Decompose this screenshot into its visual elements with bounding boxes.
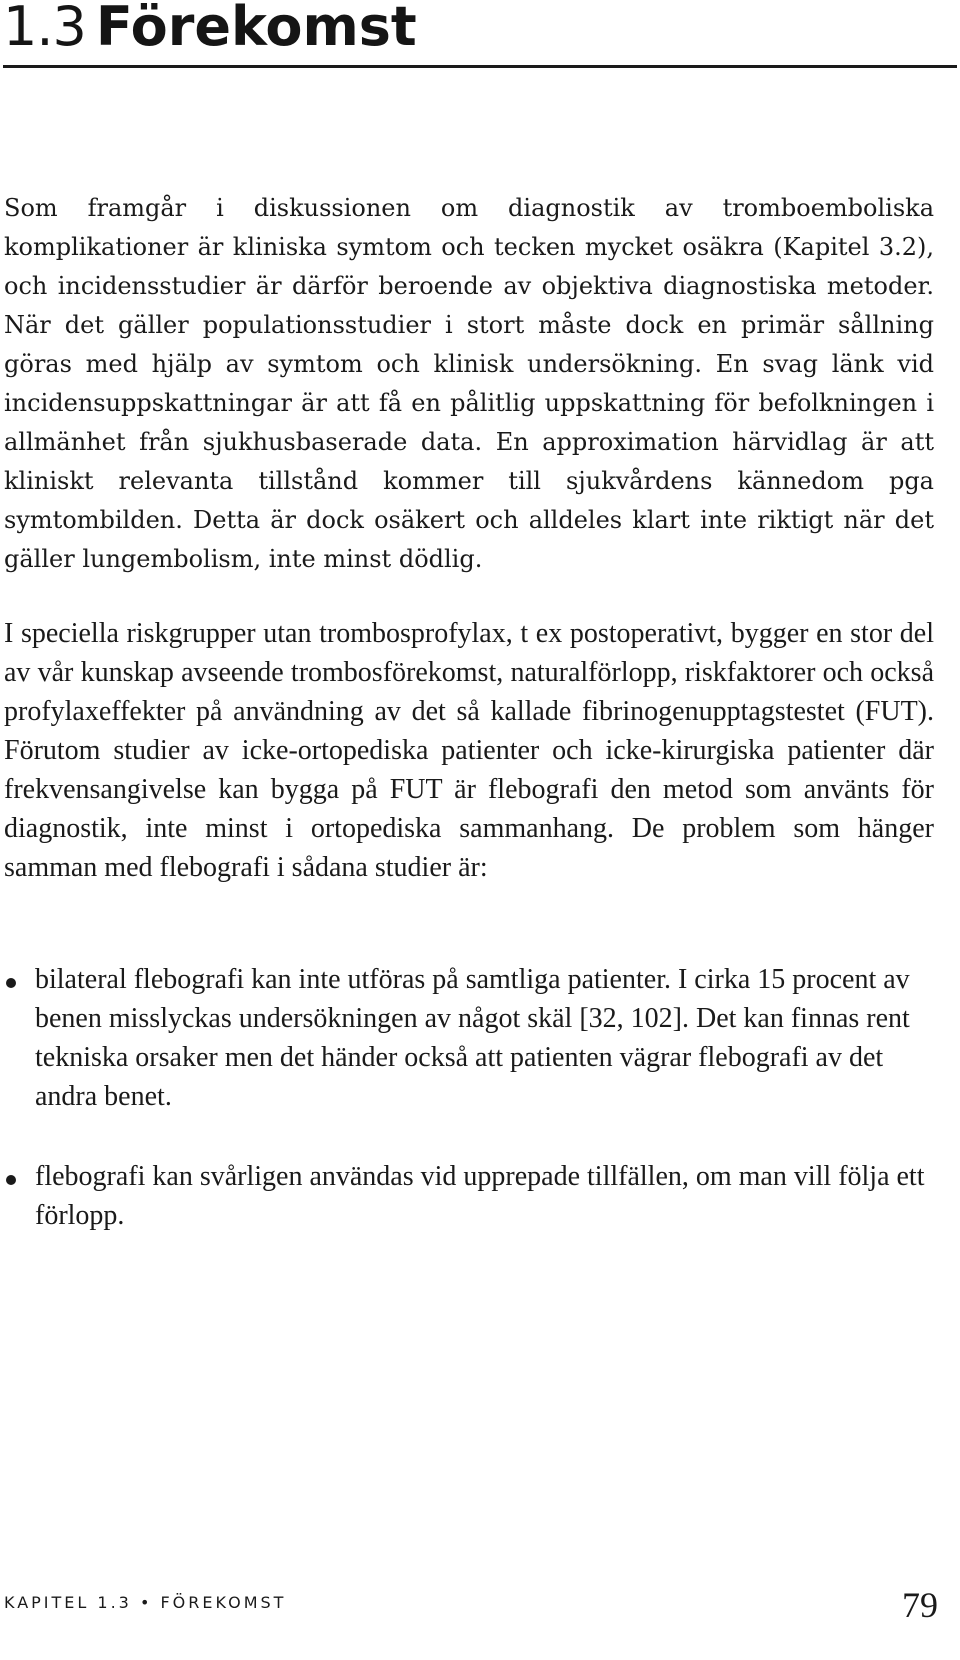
section-heading xyxy=(3,0,417,62)
bullet-text-2: flebografi kan svårligen användas vid upprepade tillfällen, om man vill följa ett förlopp. xyxy=(35,1161,925,1231)
bullet-dot-icon xyxy=(6,978,16,988)
paragraph-1: Som framgår i diskussionen om diagnostik av tromboemboliska komplikationer är kliniska symtom och tecken mycket osäkra (Kapitel 3.2), och incidensstudier är därför beroende av objektiva diagnostiska metoder. När det gäller populationsstudier i stort måste dock en primär sållning göras med hjälp av symtom och klinisk undersökning. En svag länk vid incidensuppskattningar är att få en pålitlig uppskattning för befolkningen i allmänhet från sjukhusbaserade data. En approximation härvidlag är att kliniskt relevanta tillstånd kommer till sjukvårdens kännedom pga symtombilden. Detta är dock osäkert och alldeles klart inte riktigt när det gäller lungembolism, inte minst dödlig. xyxy=(4,194,934,573)
bullet-item-1 xyxy=(4,960,934,1116)
section-title: Förekomst xyxy=(95,0,417,58)
page-number: 79 xyxy=(902,1585,938,1625)
bullet-text-1: bilateral flebografi kan inte utföras på samtliga patienter. I cirka 15 procent av benen misslyckas undersökningen av något skäl [32, 102]. Det kan finnas rent tekniska orsaker men det händer också att patienten vägrar flebografi av det andra benet. xyxy=(35,964,910,1112)
heading-rule xyxy=(3,65,957,68)
paragraph-2: I speciella riskgrupper utan trombosprofylax, t ex postoperativt, bygger en stor del av vår kunskap avseende trombosförekomst, naturalförlopp, riskfaktorer och också profylaxeffekter på användning av det så kallade fibrinogenupptagstestet (FUT). Förutom studier av icke-ortopediska patienter och icke-kirurgiska patienter där frekvensangivelse kan bygga på FUT är flebografi den metod som använts för diagnostik, inte minst i ortopediska sammanhang. De problem som hänger samman med flebografi i sådana studier är: xyxy=(4,618,934,883)
section-number: 1.3 xyxy=(3,0,86,58)
bullet-item-2 xyxy=(4,1157,934,1235)
bullet-dot-icon xyxy=(6,1175,16,1185)
running-footer: KAPITEL 1.3 • FÖREKOMST xyxy=(4,1593,287,1612)
